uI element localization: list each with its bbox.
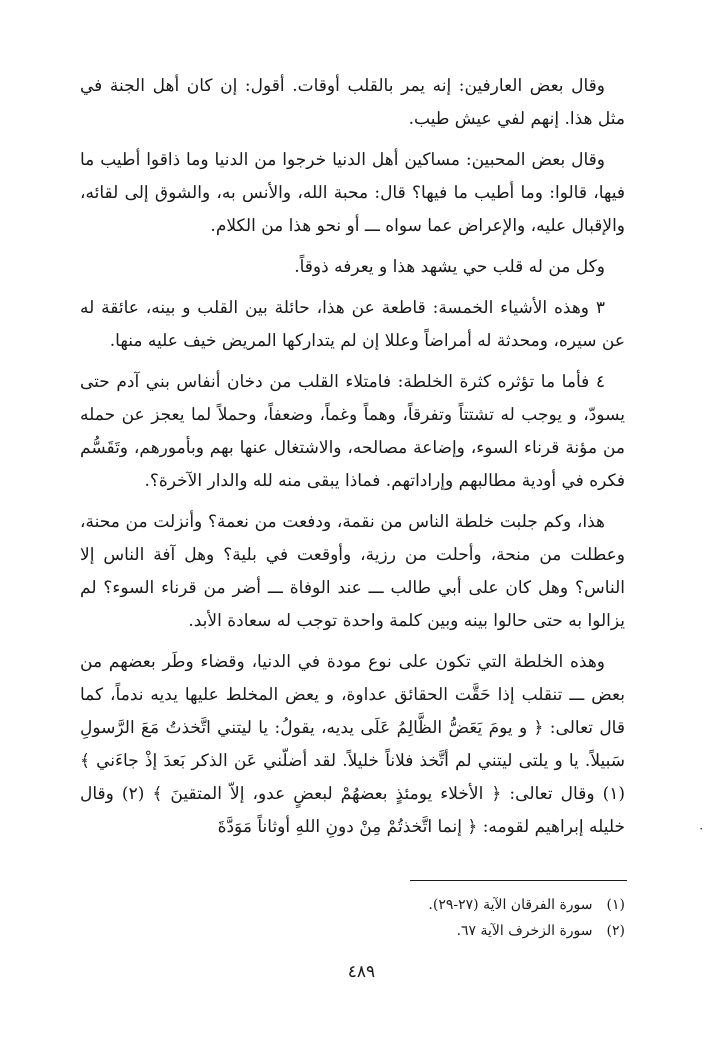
footnote-1-number: (١) — [606, 897, 625, 913]
footnote-1 — [80, 892, 625, 918]
main-text — [80, 70, 625, 852]
paragraph-1: وقال بعض العارفين: إنه يمر بالقلب أوقات. أقول: إن كان أهل الجنة في مثل هذا. إنهم لفي عيش طيب. — [80, 76, 625, 129]
margin-marker-4: ٤ — [595, 372, 605, 392]
paragraph-3: وكل من له قلب حي يشهد هذا و يعرفه ذوقاً. — [294, 257, 605, 277]
footnote-2-text: سورة الزخرف الآية ٦٧. — [456, 923, 593, 939]
paragraph-4 — [80, 292, 625, 358]
paragraph-6: هذا، وكم جلبت خلطة الناس من نقمة، ودفعت من نعمة؟ وأنزلت من محنة، وعطلت من منحة، وأحلت من رزية، وأوقعت في بلية؟ وهل آفة الناس إلا الناس؟ وهل كان على أبي طالب ـــ عند الوفاة ـــ أضر من قرناء السوء؟ لم يزالوا به حتى حالوا بينه وبين كلمة واحدة توجب له سعادة الأبد. — [80, 512, 625, 631]
paragraph-4-text: وهذه الأشياء الخمسة: قاطعة عن هذا، حائلة بين القلب و بينه، عائقة له عن سيره، ومحدثة له أمراضاً وعللا إن لم يتداركها المريض خيف عليه منها. — [80, 298, 625, 351]
margin-marker-3: ٣ — [595, 298, 606, 318]
paragraph-2: وقال بعض المحبين: مساكين أهل الدنيا خرجوا من الدنيا وما ذاقوا أطيب ما فيها، قالوا: وما أطيب ما فيها؟ قال: محبة الله، والأنس به، والشوق إلى لقائه، والإقبال عليه، والإعراض عما سواه ـــ أو نحو هذا من الكلام. — [80, 150, 625, 236]
footnote-2 — [80, 918, 625, 944]
footnotes — [80, 892, 625, 944]
footnote-1-text: سورة الفرقان الآية (٢٧-٢٩). — [428, 897, 593, 913]
edge-mark: ٠ — [698, 821, 705, 835]
paragraph-5-text: فأما ما تؤثره كثرة الخلطة: فامتلاء القلب من دخان أنفاس بني آدم حتى يسودّ، و يوجب له تشتتاً وتفرقاً، وهماً وغماً، وضعفاً، وحملاً لما يعجز عن حمله من مؤنة قرناء السوء، وإضاعة مصالحه، والاشتغال عنها بهم وبأمورهم، وتَقَسُّم فكره في أودية مطالبهم وإراداتهم. فماذا يبقى منه لله والدار الآخرة؟. — [80, 372, 625, 491]
paragraph-7: وهذه الخلطة التي تكون على نوع مودة في الدنيا، وقضاء وطَر بعضهم من بعض ـــ تنقلب إذا حَقَّت الحقائق عداوة، و يعض المخلط عليها يديه ندماً، كما قال تعالى: ﴿ و يومَ يَعَضُّ الظَّالِمُ عَلَى يديه، يقولُ: يا ليتني اتَّخذتُ مَعَ الرَّسولِ سَبيلاً. يا و يلتى ليتني لم أتَّخذ فلاناً خليلاً. لقد أضلّني عَن الذكر بَعدَ إذْ جاءَني ﴾ (١) وقال تعالى: ﴿ الأخلاء يومئذٍ بعضهُمْ لبعضٍ عدو، إلاّ المتقينَ ﴾ (٢) وقال خليله إبراهيم لقومه: ﴿ إنما اتَّخذتُمْ مِنْ دونِ اللهِ أوثاناً مَوَدَّةَ — [80, 652, 626, 837]
footnote-separator — [410, 880, 627, 881]
footnote-2-number: (٢) — [606, 923, 625, 939]
page-number: ٤٨٩ — [347, 962, 376, 982]
paragraph-5 — [80, 366, 625, 498]
